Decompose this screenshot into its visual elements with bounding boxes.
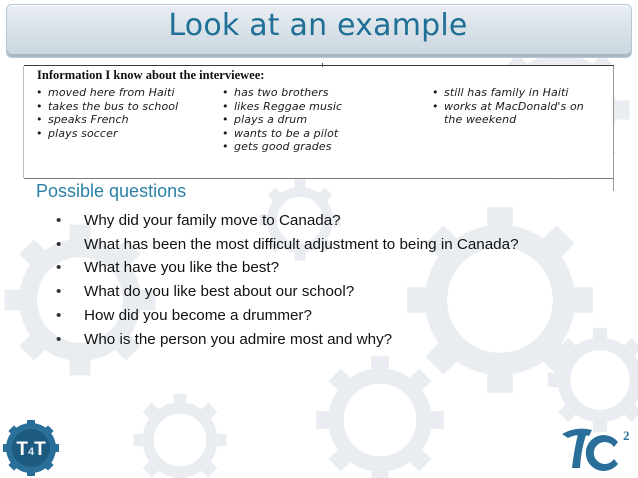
info-item: • speaks French bbox=[36, 113, 129, 127]
info-item: • likes Reggae music bbox=[222, 99, 343, 113]
bullet-icon: • bbox=[56, 306, 62, 324]
info-item: • plays a drum bbox=[222, 113, 308, 127]
interviewee-info-box bbox=[24, 65, 614, 179]
question-item: • Who is the person you admire most and why? bbox=[56, 328, 519, 352]
t4t-logo bbox=[2, 420, 60, 476]
slide-title: Look at an example bbox=[168, 8, 468, 43]
info-item: • moved here from Haiti bbox=[36, 86, 175, 99]
questions-list bbox=[56, 209, 519, 351]
info-column-1 bbox=[36, 86, 178, 140]
bullet-icon: • bbox=[56, 212, 62, 229]
info-item: • works at MacDonald's on bbox=[432, 99, 584, 113]
svg-text:T4T: T4T bbox=[16, 439, 46, 460]
questions-heading: Possible questions bbox=[36, 181, 187, 201]
question-item: • How did you become a drummer? bbox=[56, 304, 519, 328]
info-column-2 bbox=[222, 86, 342, 154]
question-item: • What do you like best about our school? bbox=[56, 280, 519, 304]
box-top-tick bbox=[322, 63, 323, 67]
bullet-icon: • bbox=[56, 235, 62, 253]
info-item: the weekend bbox=[444, 113, 517, 127]
info-item: • plays soccer bbox=[36, 126, 118, 140]
svg-text:2: 2 bbox=[623, 428, 630, 443]
tc2-logo bbox=[556, 420, 636, 476]
box-right-rule bbox=[613, 66, 614, 191]
info-item: • still has family in Haiti bbox=[432, 86, 569, 99]
question-item: • What has been the most difficult adjustment to being in Canada? bbox=[56, 233, 519, 257]
question-item: • Why did your family move to Canada? bbox=[56, 209, 519, 233]
bullet-icon: • bbox=[56, 330, 62, 348]
info-column-3 bbox=[432, 86, 584, 127]
info-item: • has two brothers bbox=[222, 86, 329, 99]
info-item: • takes the bus to school bbox=[36, 99, 179, 113]
info-heading: Information I know about the interviewee: bbox=[37, 68, 265, 82]
bullet-icon: • bbox=[56, 259, 62, 277]
box-left-rule bbox=[23, 66, 24, 178]
info-item: • gets good grades bbox=[222, 140, 332, 154]
bullet-icon: • bbox=[56, 283, 62, 301]
question-item: • What have you like the best? bbox=[56, 256, 519, 280]
info-item: • wants to be a pilot bbox=[222, 126, 339, 140]
